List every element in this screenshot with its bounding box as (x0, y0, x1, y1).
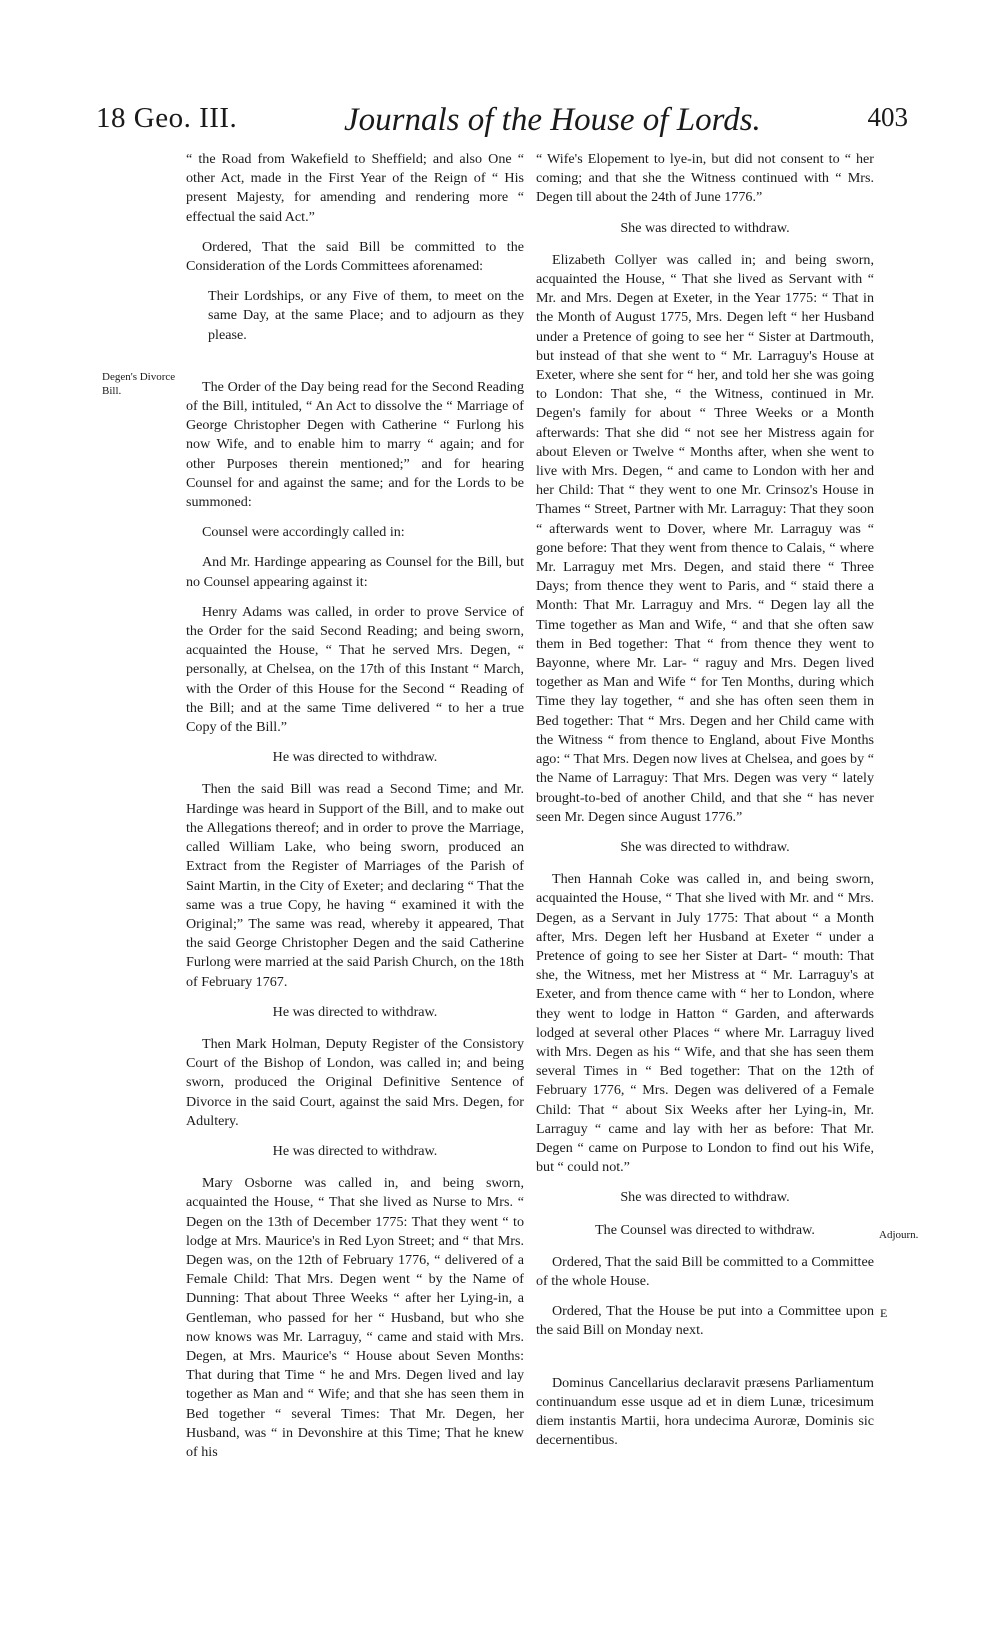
margin-note-adjourn: Adjourn. (879, 1229, 919, 1241)
paragraph: Their Lordships, or any Five of them, to meet on the same Day, at the same Place; and to adjourn as they please. (208, 288, 524, 343)
page-header (96, 102, 908, 146)
right-column (536, 150, 874, 1461)
paragraph: Then the said Bill was read a Second Time; and Mr. Hardinge was heard in Support of the Bill, and to make out the Allegations thereof; and in order to prove the Marriage, called William Lake, who being sworn, produced an Extract from the Register of Marriages of the Parish of Saint Martin, in the City of Exeter; and declaring “ That the same was a true Copy, he having “ examined it with the Original;” The same was read, whereby it appeared, That the said George Christopher Degen and the said Catherine Furlong were married at the said Parish Church, on the 18th of February 1767. (186, 781, 524, 990)
paragraph: “ the Road from Wakefield to Sheffield; and also One “ other Act, made in the First Year of the Reign of “ His present Majesty, for amending and rendering more “ effectual the said Act.” (186, 151, 524, 225)
regnal-year: 18 Geo. III. (96, 102, 238, 134)
paragraph: “ Wife's Elopement to lye-in, but did not consent to “ her coming; and that she the Witness continued with “ Mrs. Degen till about the 24th of June 1776.” (536, 151, 874, 206)
margin-note-degen: Degen's Divorce Bill. (102, 371, 176, 397)
paragraph: The Order of the Day being read for the Second Reading of the Bill, intituled, “ An Act to dissolve the “ Marriage of George Christopher Degen with Catherine “ Furlong his now Wife, and to enable him to marry “ again; and for other Purposes therein mentioned;” and for hearing Counsel for and against the same; and for the Lords to be summoned: (186, 378, 524, 511)
withdraw-note: He was directed to withdraw. (272, 1142, 438, 1159)
paragraph: Henry Adams was called, in order to prove Service of the Order for the said Second Reading; and being sworn, acquainted the House, “ That he served Mrs. Degen, “ personally, at Chelsea, on the 17th of this Instant “ March, with the Order of this House for the Second “ Reading of the Bill; and at the same Time delivered “ to her a true Copy of the Bill.” (186, 603, 524, 736)
section-gap (186, 356, 524, 378)
paragraph: Counsel were accordingly called in: (202, 524, 405, 541)
withdraw-note: He was directed to withdraw. (272, 749, 438, 766)
paragraph: Mary Osborne was called in, and being sworn, acquainted the House, “ That she lived as Nurse to Mrs. “ Degen on the 13th of December 1775: That they went “ to lodge at Mrs. Maurice's in Red Lyon Street; and “ that Mrs. Degen was, on the 12th of February 1776, “ delivered of a Female Child: That Mrs. Degen went “ by the Name of Dunning: That about Three Weeks “ after her Lying-in, a Gentleman, who passed for her “ Husband, but who she now knows was Mr. Larraguy, “ came and staid with Mrs. Degen, at Mrs. Maurice's “ House about Seven Months: That during that Time “ he and Mrs. Degen lived and lay together as Man and “ Wife; and that she has seen them in Bed together “ several Times: That Mr. Degen, her Husband, was “ in Devonshire at this Time; That he knew of his (186, 1175, 524, 1460)
paragraph: Then Hannah Coke was called in, and being sworn, acquainted the House, “ That she lived with Mr. and “ Mrs. Degen, as a Servant in July 1775: That about “ a Month after, Mrs. Degen left her Husband at Exeter “ under a Pretence of going to see her Sister at Dart- “ mouth: That she, the Witness, met her Mistress at “ Mr. Larraguy's at Exeter, and from thence came with “ her to London, where they went to lodge in Hatton “ Garden, and afterwards lodged at several other Places “ where Mr. Larraguy lived with Mrs. Degen as his “ Wife, and that she has seen them several Times in “ Bed together: That on the 12th of February 1776, “ Mrs. Degen was delivered of a Female Child: That “ about Six Weeks after her Lying-in, Mr. Larraguy “ came and lay with her as before: That Mr. Degen “ came on Purpose to London to find out his Wife, but “ could not.” (536, 871, 874, 1176)
withdraw-note: He was directed to withdraw. (272, 1003, 438, 1020)
journal-title: Journals of the House of Lords. (344, 102, 761, 138)
withdraw-note: She was directed to withdraw. (620, 1189, 790, 1206)
paragraph: Ordered, That the said Bill be committed to the Consideration of the Lords Committees aforenamed: (186, 238, 524, 275)
paragraph: Dominus Cancellarius declaravit præsens Parliamentum continuandum esse usque ad et in diem Lunæ, tricesimum diem instantis Martii, hora undecima Auroræ, Dominis sic decernentibus. (536, 1374, 874, 1449)
paragraph: Then Mark Holman, Deputy Register of the Consistory Court of the Bishop of London, was called in; and being sworn, produced the Original Definitive Sentence of Divorce in the said Court, against the said Mrs. Degen, for Adultery. (186, 1035, 524, 1129)
catchword: E (880, 1306, 888, 1320)
section-gap (536, 1352, 874, 1374)
page-number: 403 (867, 102, 908, 132)
paragraph: Ordered, That the House be put into a Committee upon the said Bill on Monday next. (536, 1303, 874, 1339)
paragraph: Ordered, That the said Bill be committed to a Committee of the whole House. (536, 1253, 874, 1289)
withdraw-note: She was directed to withdraw. (620, 219, 790, 236)
withdraw-note: She was directed to withdraw. (620, 838, 790, 855)
left-column (186, 150, 524, 1473)
withdraw-note: The Counsel was directed to withdraw. (595, 1221, 815, 1238)
paragraph: Elizabeth Collyer was called in; and being sworn, acquainted the House, “ That she lived as Servant with “ Mr. and Mrs. Degen at Exeter, in the Year 1775: “ That in the Month of August 1775, Mrs. Degen left “ her Husband under a Pretence of going to see her “ Sister at Dartmouth, but instead of that she went to “ Mr. Larraguy's House at Exeter, where she sent for “ her, and told her she was going to London: That she, “ the Witness, continued in Mr. Degen's family for about “ Three Weeks or a Month afterwards: That she did “ not see her Mistress again for about Eleven or Twelve “ Months after, when she went to live with Mrs. Degen, “ and came to London with her and her Child: That “ they went to one Mr. Crinsoz's House in Thames “ Street, Partner with Mr. Larraguy: That they soon “ afterwards went to Dover, where Mr. Larraguy was “ gone before: That they went from thence to Calais, “ where Mr. Larraguy met Mrs. Degen, and staid there “ Three Days; from thence they went to Paris, and “ staid there a Month: That Mr. Larraguy and Mrs. “ Degen lay all the Time together as Man and Wife, “ and that she often saw them in Bed together: That “ from thence they went to Bayonne, where Mr. Lar- “ raguy and Mrs. Degen lived together as Man and Wife “ for Ten Months, during which Time they lay together, “ and she has often seen them in Bed together: That “ Mrs. Degen and her Child came with the Witness “ from thence to England, about Five Months ago: “ That Mrs. Degen now lives at Chelsea, and goes by “ the Name of Larraguy: That Mrs. Degen was very “ lately brought-to-bed of another Child, and that she “ has never seen Mr. Degen since August 1776.” (536, 251, 874, 825)
paragraph: And Mr. Hardinge appearing as Counsel for the Bill, but no Counsel appearing against it: (186, 554, 524, 590)
